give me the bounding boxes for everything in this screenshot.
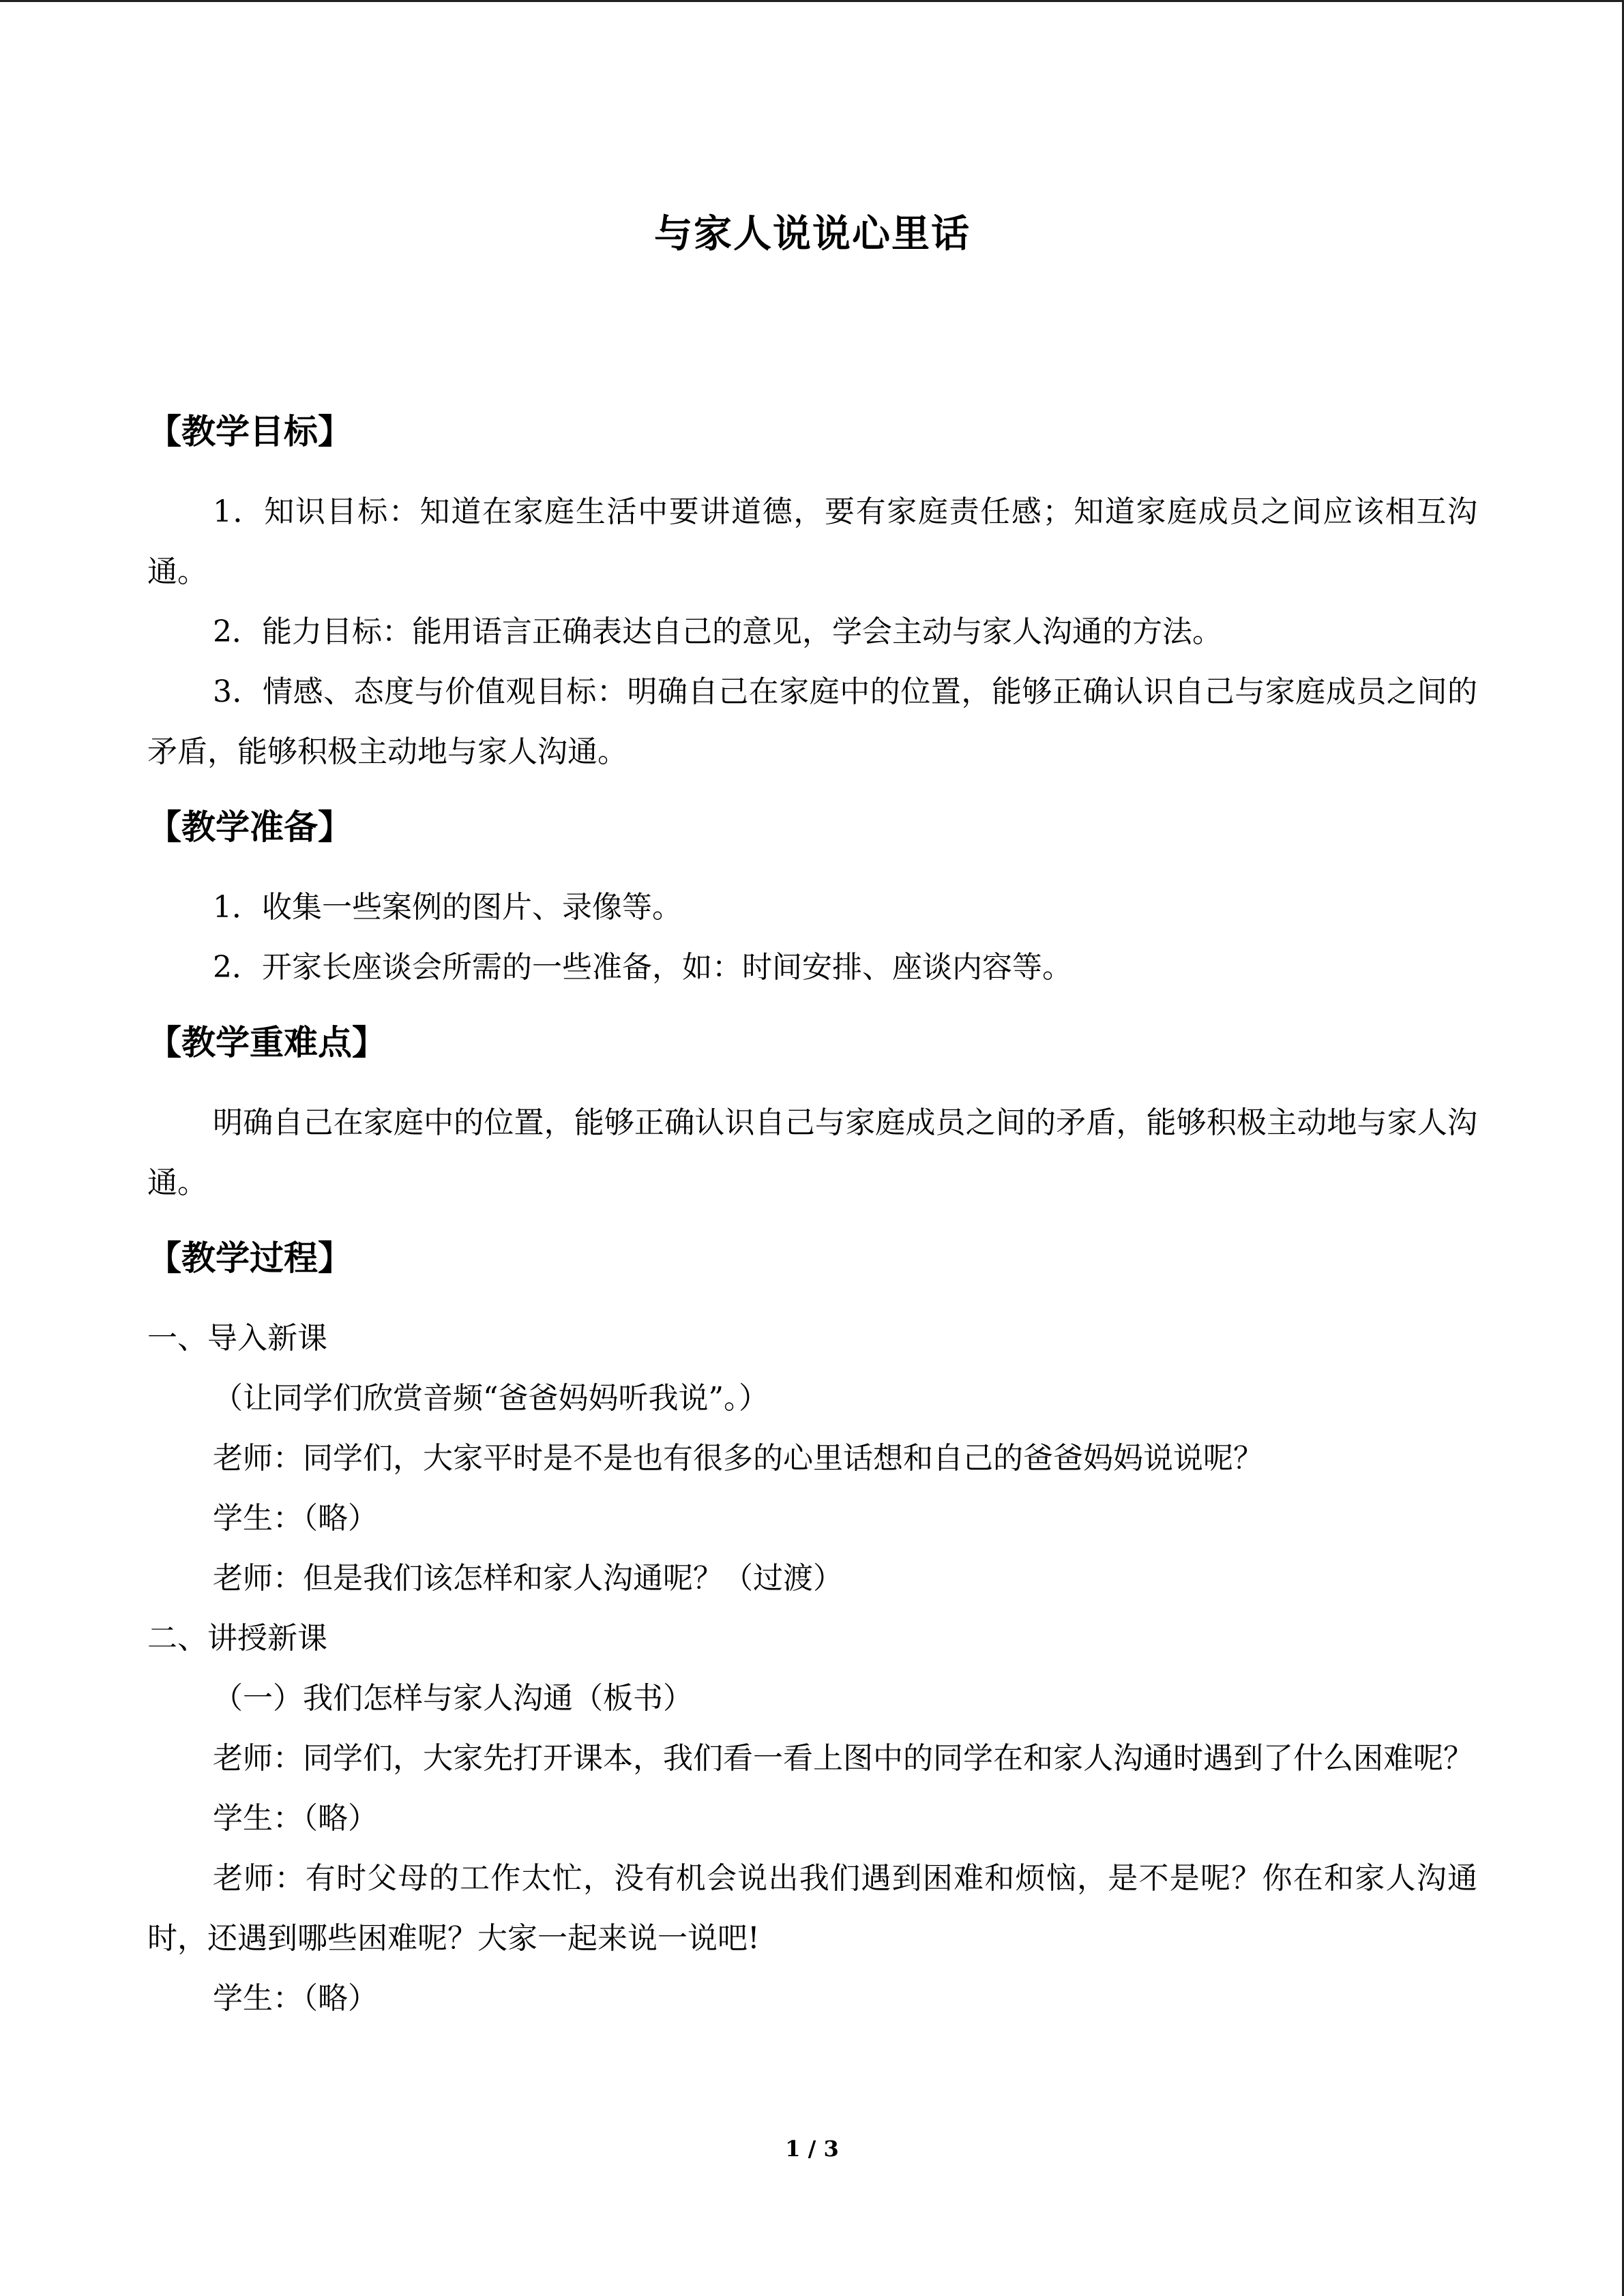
process-line: 学生：（略） <box>213 1501 378 1536</box>
section-heading-key-points: 【教学重难点】 <box>147 1022 386 1062</box>
process-line: 学生：（略） <box>213 1801 378 1836</box>
process-line: （让同学们欣赏音频“爸爸妈妈听我说”。） <box>213 1381 769 1416</box>
page-content <box>147 207 1477 2029</box>
key-points-text: 明确自己在家庭中的位置，能够正确认识自己与家庭成员之间的矛盾，能够积极主动地与家人沟通。 <box>147 1105 1477 1200</box>
process-line: （一）我们怎样与家人沟通（板书） <box>213 1681 693 1716</box>
section-heading-prep: 【教学准备】 <box>147 807 352 847</box>
page-number: 1 / 3 <box>785 2136 839 2162</box>
prep-item: 2．开家长座谈会所需的一些准备，如：时间安排、座谈内容等。 <box>213 950 1072 985</box>
process-line: 老师：但是我们该怎样和家人沟通呢？（过渡） <box>213 1561 843 1596</box>
section-heading-goals: 【教学目标】 <box>147 411 352 451</box>
goal-item: 2．能力目标：能用语言正确表达自己的意见，学会主动与家人沟通的方法。 <box>213 614 1222 649</box>
process-subheading: 二、讲授新课 <box>147 1621 327 1656</box>
page-title: 与家人说说心里话 <box>654 211 971 256</box>
process-line: 老师：同学们，大家先打开课本，我们看一看上图中的同学在和家人沟通时遇到了什么困难呢？ <box>213 1741 1473 1776</box>
process-subheading: 一、导入新课 <box>147 1321 327 1356</box>
process-line: 老师：同学们，大家平时是不是也有很多的心里话想和自己的爸爸妈妈说说呢？ <box>213 1441 1263 1476</box>
process-line: 学生：（略） <box>213 1981 378 2016</box>
section-heading-process: 【教学过程】 <box>147 1238 352 1278</box>
goal-item: 3．情感、态度与价值观目标：明确自己在家庭中的位置，能够正确认识自己与家庭成员之间的矛盾，能够积极主动地与家人沟通。 <box>147 674 1477 769</box>
prep-item: 1．收集一些案例的图片、录像等。 <box>213 890 682 925</box>
goal-item: 1．知识目标：知道在家庭生活中要讲道德，要有家庭责任感；知道家庭成员之间应该相互沟通。 <box>147 494 1477 589</box>
process-line: 老师：有时父母的工作太忙，没有机会说出我们遇到困难和烦恼，是不是呢？你在和家人沟通时，还遇到哪些困难呢？大家一起来说一说吧! <box>147 1861 1477 1956</box>
